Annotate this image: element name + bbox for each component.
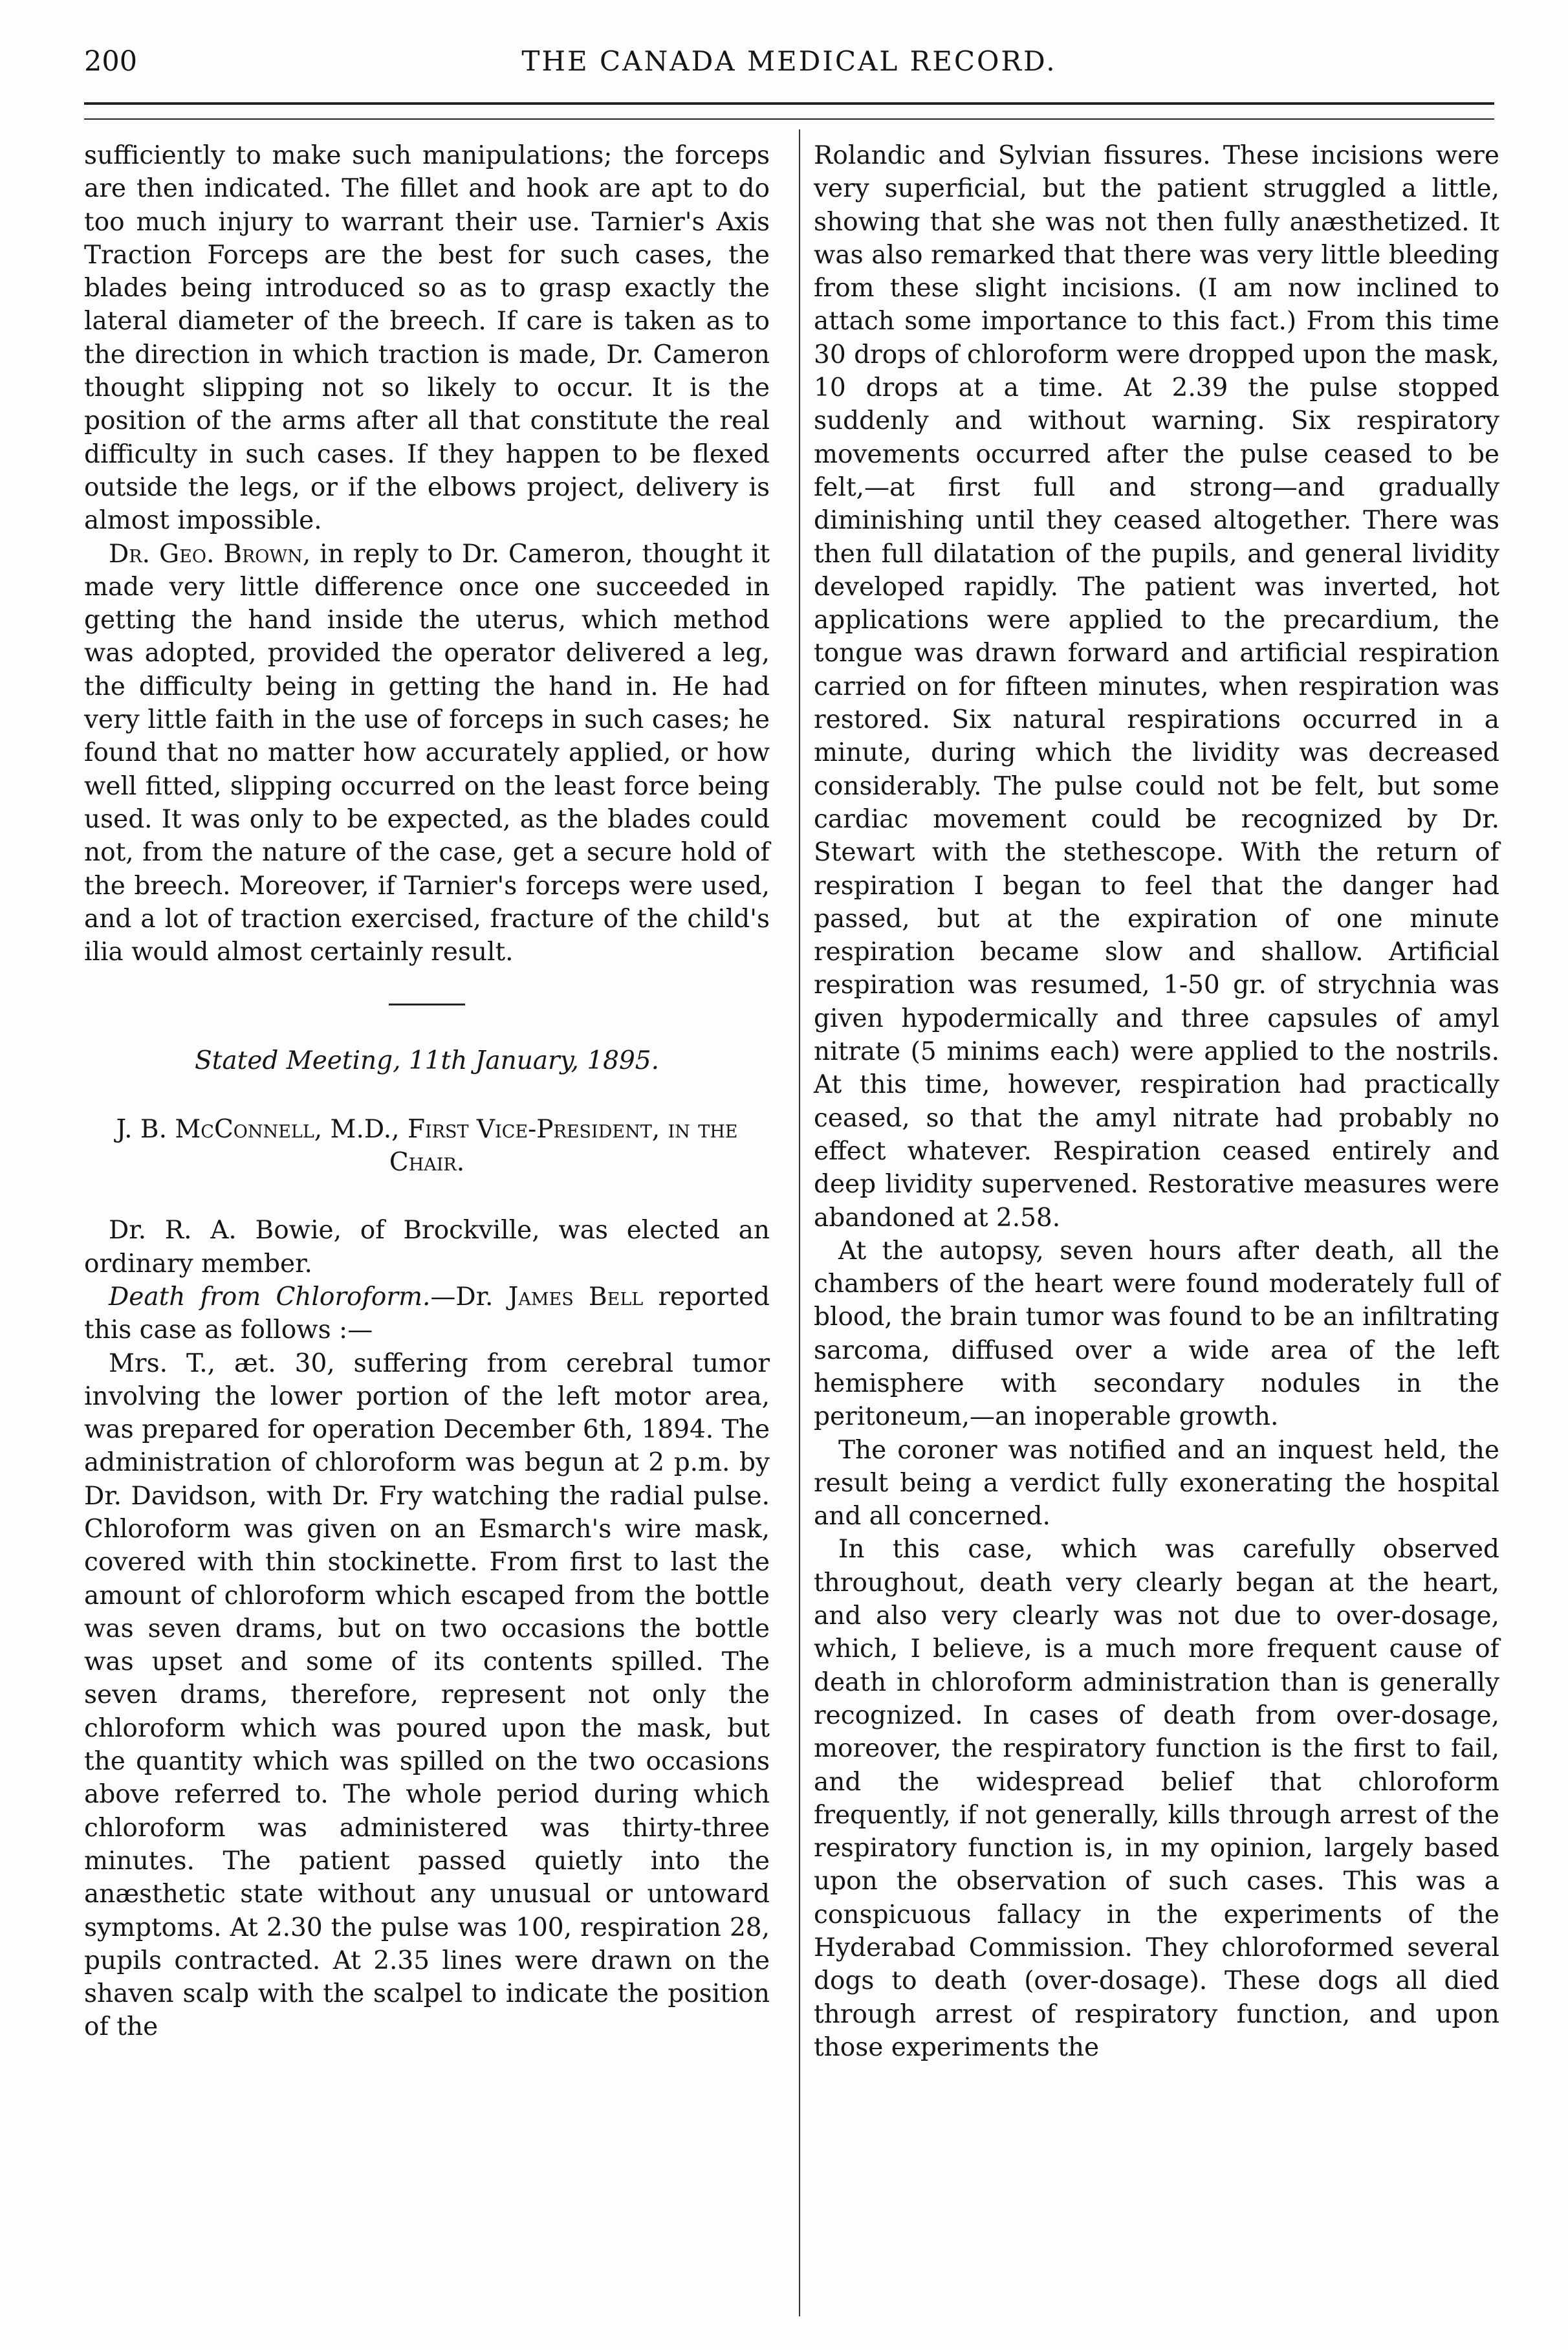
reporter-name: James Bell — [508, 1282, 644, 1312]
running-header — [84, 45, 1494, 104]
paragraph-case-continued: Rolandic and Sylvian fissures. These incisions were very superficial, but the patient struggled a little, showing that she was not then fully anæsthetized. It was also remarked that there was very little bleeding from these slight incisions. (I am now inclined to attach some importance to this fact.) From this time 30 drops of chloroform were dropped upon the mask, 10 drops at a time. At 2.39 the pulse stopped suddenly and without warning. Six respiratory movements occurred after the pulse ceased to be felt,—at first full and strong—and gradually diminishing until they ceased altogether. There was then full dilatation of the pupils, and general lividity developed rapidly. The patient was inverted, hot applications were applied to the precardium, the tongue was drawn forward and artificial respiration carried on for fifteen minutes, when respiration was restored. Six natural respirations occurred in a minute, during which the lividity was decreased considerably. The pulse could not be felt, but some cardiac movement could be recognized by Dr. Stewart with the stethescope. With the return of respiration I began to feel that the danger had passed, but at the expiration of one minute respiration became slow and shallow. Artificial respiration was resumed, 1-50 gr. of strychnia was given hypodermically and three capsules of amyl nitrate (5 minims each) were applied to the nostrils. At this time, however, respiration had practically ceased, so that the amyl nitrate had probably no effect whatever. Respiration ceased entirely and deep lividity supervened. Restorative measures were abandoned at 2.58. — [814, 141, 1499, 1233]
header-rule-thin — [84, 118, 1494, 120]
paragraph-case-intro: Death from Chloroform.—Dr. James Bell reported this case as follows :— — [84, 1282, 770, 1345]
column-divider — [799, 129, 800, 2316]
journal-title: THE CANADA MEDICAL RECORD. — [521, 45, 1057, 77]
chair-line: J. B. McConnell, M.D., First Vice-President, in the Chair. — [116, 1114, 738, 1178]
section-separator — [389, 1004, 465, 1005]
right-column — [814, 139, 1499, 2064]
header-rule-thick — [84, 102, 1494, 105]
meeting-heading: Stated Meeting, 11th January, 1895. — [195, 1046, 659, 1076]
paragraph-inquest: The coroner was notified and an inquest held, the result being a verdict fully exonerating the hospital and all concerned. — [814, 1435, 1499, 1532]
speaker-name: Dr. Geo. Brown, — [109, 539, 311, 569]
paragraph-discussion: In this case, which was carefully observed throughout, death very clearly began at the heart, and also very clearly was not due to over-dosage, which, I believe, is a much more frequent cause of death in chloroform administration than is generally recognized. In cases of death from over-dosage, moreover, the respiratory function is the first to fail, and the widespread belief that chloroform frequently, if not generally, kills through arrest of the respiratory function is, in my opinion, largely based upon the observation of such cases. This was a conspicuous fallacy in the experiments of the Hyderabad Commission. They chloroformed several dogs to death (over-dosage). These dogs all died through arrest of respiratory function, and upon those experiments the — [814, 1535, 1499, 2062]
paragraph-autopsy: At the autopsy, seven hours after death, all the chambers of the heart were found moderately full of blood, the brain tumor was found to be an infiltrating sarcoma, diffused over a wide area of the left hemisphere with secondary nodules in the peritoneum,—an inoperable growth. — [814, 1236, 1499, 1432]
case-title: Death from Chloroform. — [109, 1282, 431, 1312]
page-number: 200 — [84, 45, 138, 78]
left-column — [84, 139, 770, 2044]
paragraph-new-member: Dr. R. A. Bowie, of Brockville, was elected an ordinary member. — [84, 1216, 770, 1279]
paragraph-case-report: Mrs. T., æt. 30, suffering from cerebral tumor involving the lower portion of the left motor area, was prepared for operation December 6th, 1894. The administration of chloroform was begun at 2 p.m. by Dr. Davidson, with Dr. Fry watching the radial pulse. Chloroform was given on an Esmarch's wire mask, covered with thin stockinette. From first to last the amount of chloroform which escaped from the bottle was seven drams, but on two occasions the bottle was upset and some of its contents spilled. The seven drams, therefore, represent not only the chloroform which was poured upon the mask, but the quantity which was spilled on the two occasions above referred to. The whole period during which chloroform was administered was thirty-three minutes. The patient passed quietly into the anæsthetic state without any unusual or untoward symptoms. At 2.30 the pulse was 100, respiration 28, pupils contracted. At 2.35 lines were drawn on the shaven scalp with the scalpel to indicate the position of the — [84, 1348, 770, 2042]
paragraph-continued: sufficiently to make such manipulations; the forceps are then indicated. The fillet and hook are apt to do too much injury to warrant their use. Tarnier's Axis Traction Forceps are the best for such cases, the blades being introduced so as to grasp exactly the lateral diameter of the breech. If care is taken as to the direction in which traction is made, Dr. Cameron thought slipping not so likely to occur. It is the position of the arms after all that constitute the real difficulty in such cases. If they happen to be flexed outside the legs, or if the elbows project, delivery is almost impossible. — [84, 141, 770, 536]
paragraph-brown-reply: Dr. Geo. Brown, in reply to Dr. Cameron, thought it made very little difference once one succeeded in getting the hand inside the uterus, which method was adopted, provided the operator delivered a leg, the difficulty being in getting the hand in. He had very little faith in the use of forceps in such cases; he found that no matter how accurately applied, or how well fitted, slipping occurred on the least force being used. It was only to be expected, as the blades could not, from the nature of the case, get a secure hold of the breech. Moreover, if Tarnier's forceps were used, and a lot of traction exercised, fracture of the child's ilia would almost certainly result. — [84, 539, 770, 967]
